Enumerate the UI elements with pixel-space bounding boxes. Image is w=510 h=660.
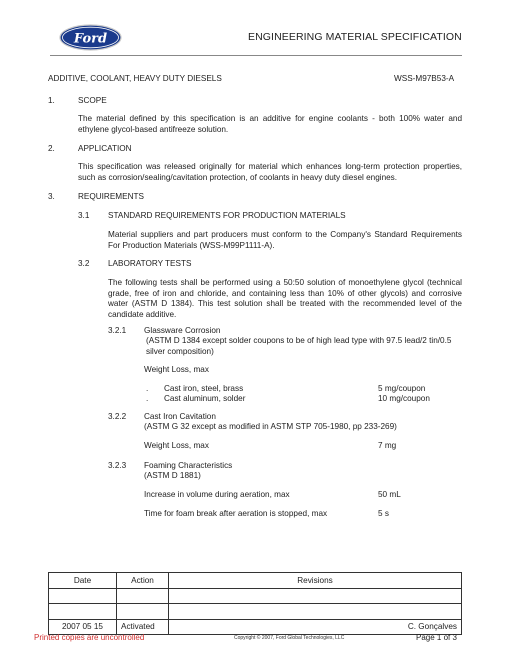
clause-number: 3.2.1	[108, 326, 127, 335]
revision-text	[169, 588, 462, 604]
table-row	[49, 588, 462, 604]
subsection-heading-3-2: LABORATORY TESTS	[108, 259, 192, 268]
section-heading-application: APPLICATION	[78, 144, 132, 153]
clause-title-foaming-characteristics: Foaming Characteristics	[144, 461, 233, 470]
section-number: 2.	[48, 144, 55, 153]
clause-note: (ASTM D 1881)	[144, 471, 201, 480]
spec-header-title: ENGINEERING MATERIAL SPECIFICATION	[248, 31, 462, 43]
logo-text: Ford	[73, 31, 108, 47]
section-heading-requirements: REQUIREMENTS	[78, 192, 144, 201]
foam-requirement-value: 5 s	[378, 509, 389, 518]
document-number: WSS-M97B53-A	[394, 74, 455, 83]
material-label: Cast aluminum, solder	[164, 394, 246, 403]
clause-title-cast-iron-cavitation: Cast Iron Cavitation	[144, 412, 216, 421]
copyright-notice: Copyright © 2007, Ford Global Technologies, LLC	[234, 635, 345, 641]
foam-requirement-value: 50 mL	[378, 490, 401, 499]
material-value: 5 mg/coupon	[378, 384, 426, 393]
column-header-action: Action	[117, 573, 169, 589]
section-number: 1.	[48, 96, 55, 105]
material-value: 10 mg/coupon	[378, 394, 430, 403]
clause-number: 3.2.3	[108, 461, 127, 470]
subsection-3-1-text: Material suppliers and part producers must conform to the Company's Standard Requirements For Production Materials (WSS-M99P1111-A).	[108, 230, 462, 250]
section-number: 3.	[48, 192, 55, 201]
page-number: Page 1 of 3	[416, 633, 457, 642]
revision-date	[49, 604, 117, 620]
column-header-date: Date	[49, 573, 117, 589]
revision-action	[117, 588, 169, 604]
revision-table	[48, 572, 462, 635]
revision-text	[169, 604, 462, 620]
section-heading-scope: SCOPE	[78, 96, 107, 105]
clause-number: 3.2.2	[108, 412, 127, 421]
list-bullet: .	[146, 384, 149, 393]
subsection-heading-3-1: STANDARD REQUIREMENTS FOR PRODUCTION MATERIALS	[108, 211, 346, 220]
weight-loss-value: 7 mg	[378, 441, 397, 450]
clause-note: (ASTM D 1384 except solder coupons to be of high lead type with 97.5 lead/2 tin/0.5 silver composition)	[146, 336, 452, 356]
ford-logo	[59, 24, 122, 51]
subsection-3-2-text: The following tests shall be performed using a 50:50 solution of monoethylene glycol (technical grade, free of iron and chloride, and containing less than 10% of other glycols) and corrosive water (ASTM D 1384). This test solution shall be treated with the recommended level of the candidate additive.	[108, 278, 462, 319]
weight-loss-label: Weight Loss, max	[144, 441, 209, 450]
list-bullet: .	[146, 394, 149, 403]
table-header-row	[49, 573, 462, 589]
foam-requirement-label: Time for foam break after aeration is stopped, max	[144, 509, 328, 518]
revision-action	[117, 604, 169, 620]
subsection-number: 3.2	[78, 259, 90, 268]
foam-requirement-label: Increase in volume during aeration, max	[144, 490, 290, 499]
clause-note: (ASTM G 32 except as modified in ASTM STP 705-1980, pp 233-269)	[144, 422, 397, 431]
weight-loss-label: Weight Loss, max	[144, 365, 209, 374]
uncontrolled-copy-notice: Printed copies are uncontrolled	[34, 633, 145, 642]
material-label: Cast iron, steel, brass	[164, 384, 244, 393]
table-row	[49, 604, 462, 620]
document-title: ADDITIVE, COOLANT, HEAVY DUTY DIESELS	[48, 74, 222, 83]
subsection-number: 3.1	[78, 211, 90, 220]
revision-action: Activated	[117, 619, 169, 635]
scope-text: The material defined by this specification is an additive for engine coolants - both 100% water and ethylene glycol-based antifreeze solution.	[78, 114, 462, 134]
revision-text: C. Gonçalves	[169, 619, 462, 635]
application-text: This specification was released originally for material which enhances long-term protection properties, such as corrosion/sealing/cavitation protection, of coolants in heavy duty diesel engines.	[78, 162, 462, 182]
revision-date	[49, 588, 117, 604]
header-divider	[50, 55, 462, 56]
revision-date: 2007 05 15	[49, 619, 117, 635]
column-header-revisions: Revisions	[169, 573, 462, 589]
clause-title-glassware-corrosion: Glassware Corrosion	[144, 326, 221, 335]
